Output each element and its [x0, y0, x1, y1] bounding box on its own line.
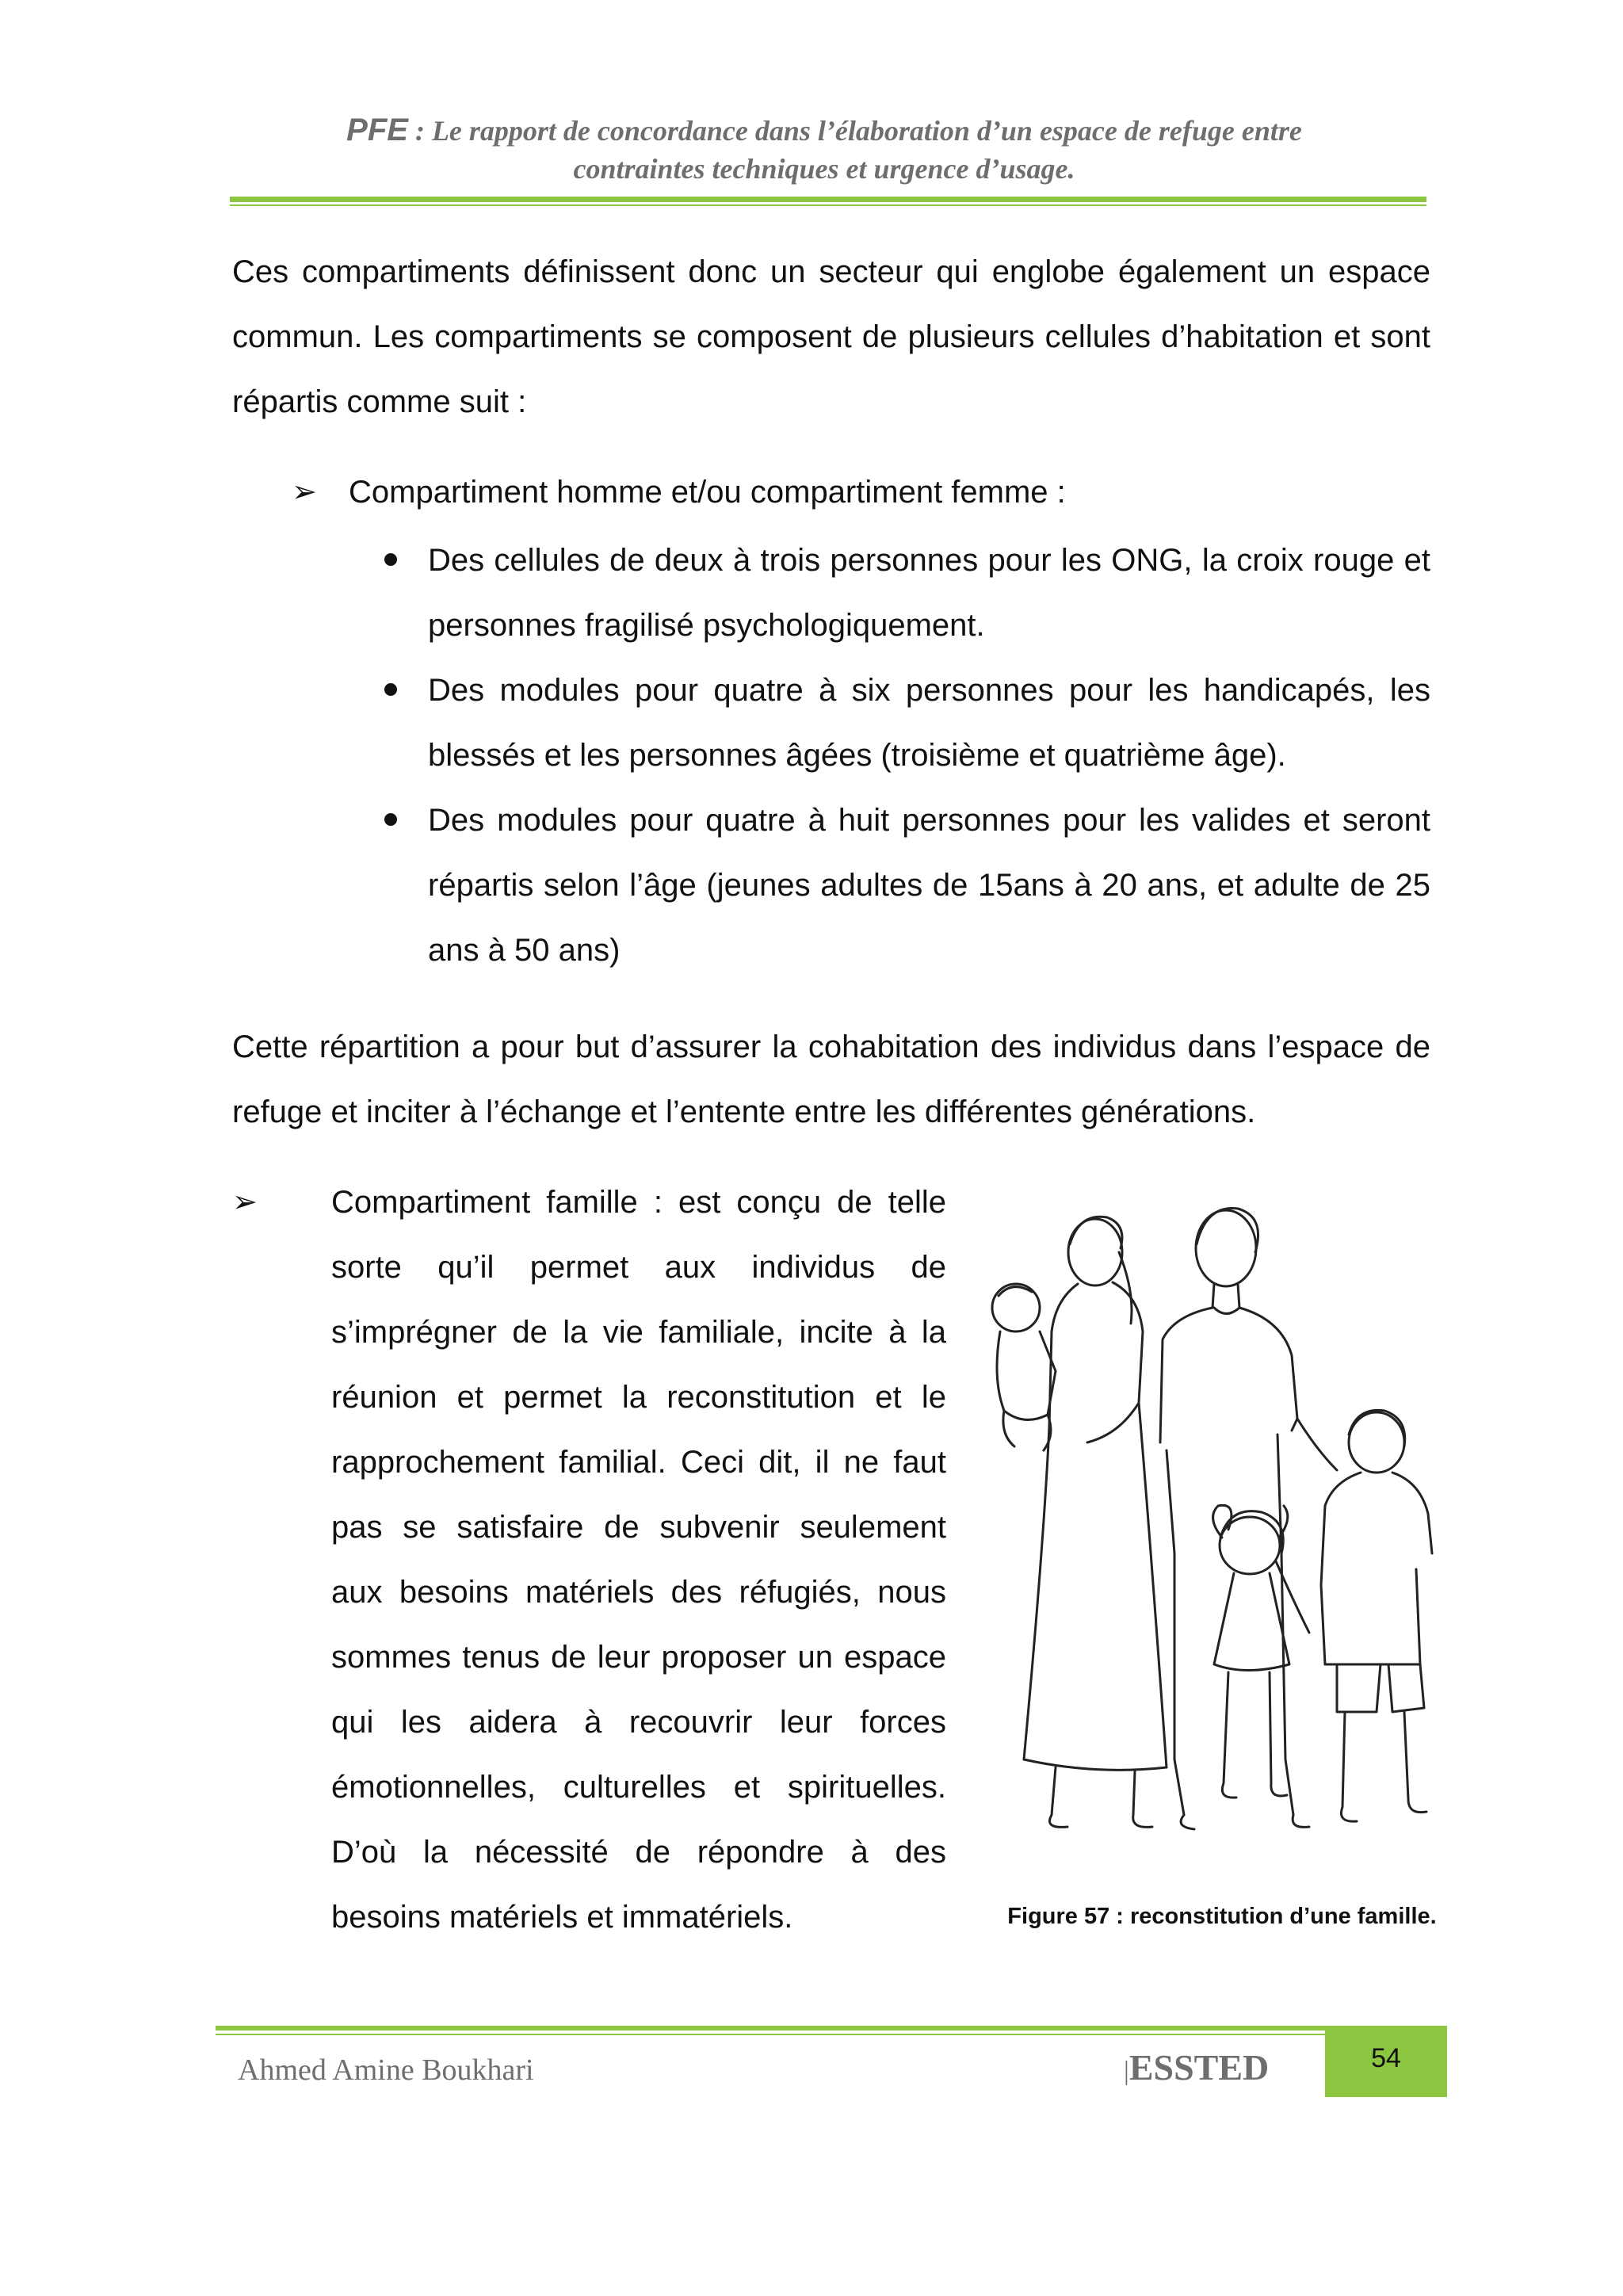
item-compartiment-homme-femme: Compartiment homme et/ou compartiment femme : [349, 475, 1066, 510]
bullet-dot-icon [384, 683, 397, 696]
page-number-box [1325, 2026, 1447, 2097]
footer-rule [216, 2026, 1325, 2030]
intro-paragraph: Ces compartiments définissent donc un secteur qui englobe également un espace commun. Les compartiments se composent de plusieurs cellules d’habitation et sont répartis comme suit : [232, 254, 1430, 419]
footer-rule-thin [216, 2034, 1325, 2035]
footer-author: Ahmed Amine Boukhari [238, 2053, 534, 2087]
footer-separator: | [1124, 2057, 1129, 2086]
list-item [428, 658, 1430, 788]
bullet-dot-icon [384, 813, 397, 826]
list-item-text: Des cellules de deux à trois personnes pour les ONG, la croix rouge et personnes fragilisé psychologiquement. [428, 543, 1430, 643]
header-title-part1: : Le rapport de concordance dans l’élaboration d’un espace de refuge entre [407, 115, 1302, 147]
bullet-list [428, 528, 1430, 983]
list-item-text: Des modules pour quatre à six personnes pour les handicapés, les blessés et les personnes âgées (troisième et quatrième âge). [428, 673, 1430, 773]
footer-school-name: ESSTED [1128, 2047, 1270, 2088]
family-illustration [976, 1189, 1468, 1870]
purpose-paragraph: Cette répartition a pour but d’assurer la cohabitation des individus dans l’espace de refuge et inciter à l’échange et l’entente entre les différentes générations. [232, 1030, 1430, 1129]
footer-school [1124, 2046, 1269, 2088]
header-line-1 [230, 111, 1419, 150]
boy-figure [1321, 1410, 1432, 1821]
list-item-text: Des modules pour quatre à huit personnes pour les valides et seront répartis selon l’âge (jeunes adultes de 15ans à 20 ans, et adulte de 25 ans à 50 ans) [428, 803, 1430, 968]
header-title-part2: contraintes techniques et urgence d’usage. [573, 153, 1075, 185]
bullet-dot-icon [384, 553, 397, 566]
list-item [428, 528, 1430, 658]
father-figure [1160, 1209, 1337, 1829]
header-prefix: PFE [346, 113, 408, 147]
girl-figure [1213, 1505, 1309, 1797]
list-item [428, 788, 1430, 983]
arrow-bullet-icon: ➢ [292, 476, 317, 509]
mother-figure [1024, 1217, 1167, 1827]
header-rule-thin [230, 204, 1426, 206]
item-compartiment-famille: Compartiment famille : est conçu de telle sorte qu’il permet aux individus de s’imprégner de la vie familiale, incite à la réunion et permet la reconstitution et le rapprochement familial. Ceci dit, il ne faut pas se satisfaire de subvenir seulement aux besoins matériels des réfugiés, nous sommes tenus de leur proposer un espace qui les aidera à recouvrir leur forces émotionnelles, culturelles et spirituelles. D’où la nécessité de répondre à des besoins matériels et immatériels. [331, 1185, 946, 1935]
page-header [230, 111, 1419, 188]
page-number: 54 [1371, 2043, 1401, 2073]
arrow-bullet-icon: ➢ [232, 1186, 258, 1219]
figure-caption: Figure 57 : reconstitution d’une famille. [1007, 1904, 1437, 1929]
header-rule [230, 197, 1426, 202]
baby-figure [992, 1284, 1056, 1450]
